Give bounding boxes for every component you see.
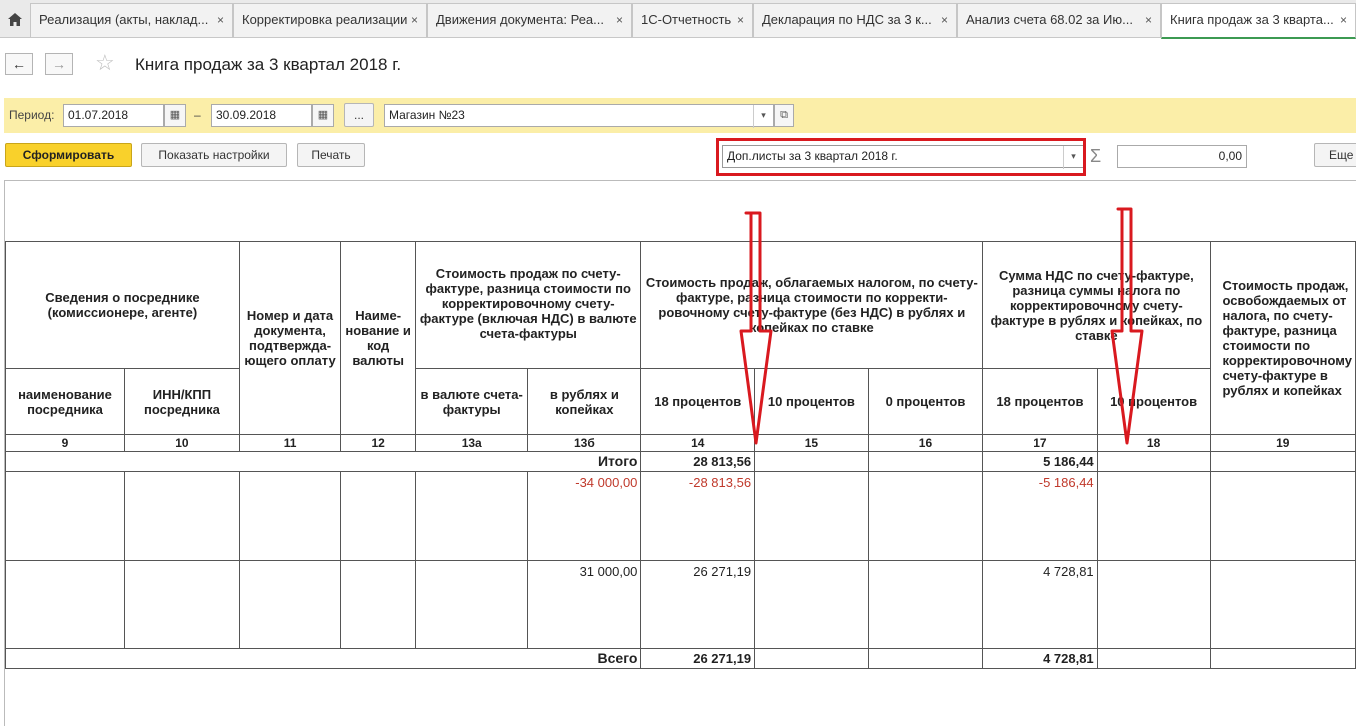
- tab-label: Анализ счета 68.02 за Ию...: [966, 12, 1133, 27]
- column-number: 9: [6, 435, 125, 452]
- header-cost-taxed: Стоимость продаж, облагаемых налогом, по счету-фактуре, разница стоимости по корректи-ровочному счету-фактуре (без НДС) в рублях и копейках по ставке: [641, 242, 983, 369]
- tab-doc-movements[interactable]: [427, 3, 632, 37]
- close-icon[interactable]: ×: [615, 13, 623, 27]
- tab-label: 1С-Отчетность: [641, 12, 732, 27]
- table-cell: [1097, 472, 1210, 561]
- header-vat-18-percent: 18 процентов: [983, 369, 1097, 435]
- column-number: 16: [868, 435, 982, 452]
- organization-select[interactable]: [384, 104, 774, 127]
- table-cell: [1210, 472, 1355, 561]
- header-vat-amount: Сумма НДС по счету-фактуре, разница суммы налога по корректировочному счету-фактуре в рублях и копейках, по ставке: [983, 242, 1210, 369]
- header-agent: Сведения о посреднике (комиссионере, агенте): [6, 242, 240, 369]
- column-number: 13б: [528, 435, 641, 452]
- table-cell: [755, 452, 869, 472]
- report-area[interactable]: [4, 180, 1356, 726]
- header-18-percent: 18 процентов: [641, 369, 755, 435]
- column-number: 19: [1210, 435, 1355, 452]
- tab-label: Книга продаж за 3 кварта...: [1170, 12, 1334, 27]
- more-button[interactable]: Еще: [1314, 143, 1356, 167]
- close-icon[interactable]: ×: [940, 13, 948, 27]
- additional-sheets-value: Доп.листы за 3 квартал 2018 г.: [727, 149, 898, 163]
- page-title: Книга продаж за 3 квартал 2018 г.: [135, 55, 402, 74]
- forward-arrow-icon: →: [52, 56, 66, 72]
- vsego-vat-18[interactable]: 4 728,81: [983, 649, 1097, 669]
- table-cell: [1097, 649, 1210, 669]
- tab-label: Движения документа: Реа...: [436, 12, 604, 27]
- calendar-icon[interactable]: ▦: [164, 104, 186, 127]
- cell-vat-18[interactable]: 4 728,81: [983, 561, 1097, 649]
- sum-field[interactable]: 0,00: [1117, 145, 1247, 168]
- period-to-input[interactable]: 30.09.2018: [211, 104, 312, 127]
- cell-amount-rubles[interactable]: 26 271,19: [641, 561, 755, 649]
- table-cell: [1210, 561, 1355, 649]
- header-agent-name: наименование посредника: [6, 369, 125, 435]
- table-cell: [755, 561, 869, 649]
- table-cell: [239, 472, 340, 561]
- table-cell: [1097, 452, 1210, 472]
- table-cell: [868, 649, 982, 669]
- table-cell: [416, 472, 528, 561]
- cell-amount-rubles[interactable]: -28 813,56: [641, 472, 755, 561]
- cell-amount-currency[interactable]: 31 000,00: [528, 561, 641, 649]
- header-cost-incl-vat: Стоимость продаж по счету-фактуре, разница стоимости по корректировочному счету-фактуре (включая НДС) в валюте счета-фактуры: [416, 242, 641, 369]
- period-from-input[interactable]: 01.07.2018: [63, 104, 164, 127]
- header-in-rubles: в рублях и копейках: [528, 369, 641, 435]
- table-cell: [341, 472, 416, 561]
- table-cell: [6, 561, 125, 649]
- table-cell: [124, 561, 239, 649]
- back-button[interactable]: [5, 53, 33, 75]
- close-icon[interactable]: ×: [216, 13, 224, 27]
- tab-label: Корректировка реализации: [242, 12, 408, 27]
- header-10-percent: 10 процентов: [755, 369, 869, 435]
- column-number: 17: [983, 435, 1097, 452]
- sales-book-table: [5, 241, 1356, 669]
- cell-vat-18[interactable]: -5 186,44: [983, 472, 1097, 561]
- tab-correction[interactable]: [233, 3, 427, 37]
- tab-realization[interactable]: [30, 3, 233, 37]
- chevron-down-icon[interactable]: ▾: [1063, 146, 1083, 169]
- tab-reporting[interactable]: [632, 3, 753, 37]
- tab-account-analysis[interactable]: [957, 3, 1161, 37]
- table-row[interactable]: [6, 472, 1356, 561]
- itogo-label: Итого: [6, 452, 641, 472]
- table-cell: [1210, 452, 1355, 472]
- choose-period-button[interactable]: ...: [344, 103, 374, 127]
- header-in-currency: в валюте счета-фактуры: [416, 369, 528, 435]
- close-icon[interactable]: ×: [1144, 13, 1152, 27]
- tab-vat-declaration[interactable]: [753, 3, 957, 37]
- header-0-percent: 0 процентов: [868, 369, 982, 435]
- table-cell: [341, 561, 416, 649]
- chevron-down-icon[interactable]: ▾: [753, 105, 773, 128]
- table-row[interactable]: [6, 561, 1356, 649]
- cell-amount-currency[interactable]: -34 000,00: [528, 472, 641, 561]
- column-number: 18: [1097, 435, 1210, 452]
- tab-label: Реализация (акты, наклад...: [39, 12, 209, 27]
- open-icon[interactable]: ⧉: [774, 104, 794, 127]
- table-cell: [1210, 649, 1355, 669]
- itogo-row: [6, 452, 1356, 472]
- header-vat-10-percent: 10 процентов: [1097, 369, 1210, 435]
- back-arrow-icon: ←: [12, 56, 26, 72]
- forward-button[interactable]: [45, 53, 73, 75]
- generate-button[interactable]: Сформировать: [5, 143, 132, 167]
- tab-label: Декларация по НДС за 3 к...: [762, 12, 932, 27]
- calendar-icon[interactable]: ▦: [312, 104, 334, 127]
- period-dash: –: [194, 108, 201, 122]
- vsego-cost-18[interactable]: 26 271,19: [641, 649, 755, 669]
- table-cell: [1097, 561, 1210, 649]
- tab-sales-book[interactable]: [1161, 3, 1356, 39]
- table-cell: [416, 561, 528, 649]
- table-cell: [124, 472, 239, 561]
- period-label: Период:: [9, 108, 55, 122]
- table-cell: [868, 561, 982, 649]
- close-icon[interactable]: ×: [736, 13, 744, 27]
- sigma-icon: Σ: [1090, 146, 1102, 166]
- print-button[interactable]: Печать: [297, 143, 365, 167]
- header-payment-doc: Номер и дата документа, подтвержда-ющего оплату: [239, 242, 340, 435]
- favorite-star-icon[interactable]: ☆: [95, 50, 115, 75]
- itogo-cost-18[interactable]: 28 813,56: [641, 452, 755, 472]
- table-cell: [239, 561, 340, 649]
- tab-bar: [0, 0, 1356, 38]
- column-number: 15: [755, 435, 869, 452]
- table-cell: [755, 649, 869, 669]
- table-cell: [868, 472, 982, 561]
- column-number: 12: [341, 435, 416, 452]
- header-exempt: Стоимость продаж, освобождаемых от налога, по счету-фактуре, разница стоимости по корректировочному счету-фактуре в рублях и копейках: [1210, 242, 1355, 435]
- show-settings-button[interactable]: Показать настройки: [141, 143, 287, 167]
- table-cell: [755, 472, 869, 561]
- header-currency: Наиме-нование и код валюты: [341, 242, 416, 435]
- column-number: 14: [641, 435, 755, 452]
- itogo-vat-18[interactable]: 5 186,44: [983, 452, 1097, 472]
- vsego-row: [6, 649, 1356, 669]
- vsego-label: Всего: [6, 649, 641, 669]
- home-icon[interactable]: [0, 0, 30, 38]
- close-icon[interactable]: ×: [410, 13, 418, 27]
- column-number: 10: [124, 435, 239, 452]
- highlight-box: [716, 138, 1086, 176]
- column-number: 11: [239, 435, 340, 452]
- close-icon[interactable]: ×: [1339, 13, 1347, 27]
- table-cell: [6, 472, 125, 561]
- column-number: 13а: [416, 435, 528, 452]
- organization-value: Магазин №23: [389, 108, 465, 122]
- table-cell: [868, 452, 982, 472]
- header-agent-inn: ИНН/КПП посредника: [124, 369, 239, 435]
